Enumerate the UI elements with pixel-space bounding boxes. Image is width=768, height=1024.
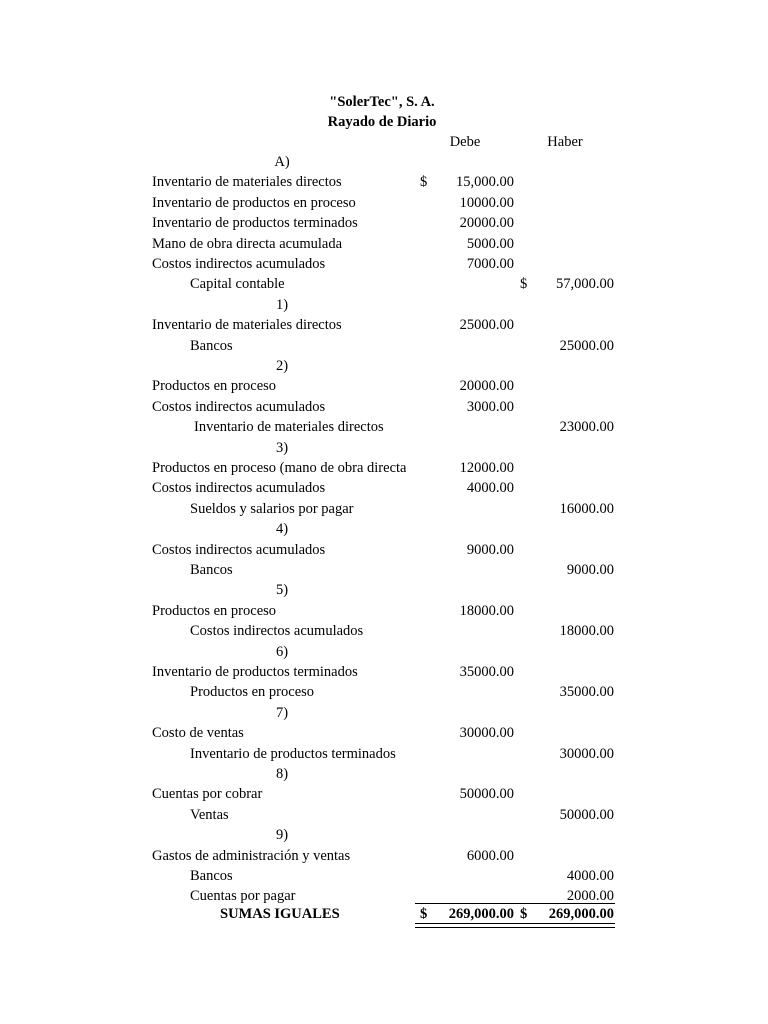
totals-debe [420,904,514,924]
haber-amount-value: 2000.00 [566,888,614,904]
debit-account-name: Costos indirectos acumulados [152,542,326,558]
debe-amount-value: 15,000.00 [456,174,514,190]
credit-account-name: Bancos [190,338,233,354]
debit-account-name: Costos indirectos acumulados [152,480,326,496]
debit-account-name: Productos en proceso (mano de obra directa [152,460,407,476]
entry-marker: 3) [275,440,289,456]
entry-marker: 5) [275,582,289,598]
debe-amount-value: 12000.00 [459,460,514,476]
debe-amount [420,784,514,804]
debe-amount [420,846,514,866]
debe-amount [420,478,514,498]
credit-account-name: Productos en proceso [190,684,315,700]
credit-account-name: Inventario de productos terminados [190,746,396,762]
debe-amount [420,397,514,417]
debit-account-name: Inventario de materiales directos [152,174,342,190]
haber-amount-value: 4000.00 [566,868,614,884]
debit-account-name: Inventario de productos terminados [152,215,358,231]
debit-account-name: Cuentas por cobrar [152,786,263,802]
debe-amount-value: 9000.00 [466,542,514,558]
debit-account-name: Costo de ventas [152,725,244,741]
debe-amount [420,723,514,743]
totals-double-rule [415,923,615,928]
haber-amount [520,560,614,580]
haber-amount-value: 25000.00 [559,338,614,354]
debe-amount [420,458,514,478]
entry-marker: A) [274,154,290,170]
currency-symbol: $ [420,906,428,922]
totals-top-rule [415,903,615,904]
credit-account-name: Ventas [190,807,229,823]
debe-amount-value: 6000.00 [466,848,514,864]
haber-amount [520,682,614,702]
haber-amount [520,336,614,356]
totals-haber [520,904,614,924]
credit-account-name: Capital contable [190,276,285,292]
debe-amount-value: 18000.00 [459,603,514,619]
haber-amount-value: 30000.00 [559,746,614,762]
debe-amount-value: 7000.00 [466,256,514,272]
haber-amount [520,274,614,294]
haber-amount-value: 50000.00 [559,807,614,823]
entry-marker: 6) [275,644,289,660]
debe-amount [420,254,514,274]
haber-amount-value: 35000.00 [559,684,614,700]
debit-account-name: Costos indirectos acumulados [152,399,326,415]
debe-amount-value: 25000.00 [459,317,514,333]
debe-amount [420,662,514,682]
debit-account-name: Inventario de productos terminados [152,664,358,680]
debe-amount [420,315,514,335]
haber-amount-value: 18000.00 [559,623,614,639]
currency-symbol: $ [520,906,528,922]
debe-amount-value: 5000.00 [466,236,514,252]
debe-amount-value: 20000.00 [459,378,514,394]
entry-marker: 2) [275,358,289,374]
debe-amount [420,376,514,396]
column-header-debe: Debe [449,134,481,150]
credit-account-name: Inventario de materiales directos [194,419,384,435]
debe-amount-value: 4000.00 [466,480,514,496]
debit-account-name: Productos en proceso [152,378,277,394]
column-header-haber: Haber [547,134,583,150]
haber-amount-value: 57,000.00 [556,276,614,292]
credit-account-name: Bancos [190,562,233,578]
totals-haber-value: 269,000.00 [548,906,614,922]
debe-amount-value: 50000.00 [459,786,514,802]
entry-marker: 8) [275,766,289,782]
debit-account-name: Gastos de administración y ventas [152,848,351,864]
credit-account-name: Bancos [190,868,233,884]
debit-account-name: Mano de obra directa acumulada [152,236,343,252]
haber-amount [520,499,614,519]
entry-marker: 9) [275,827,289,843]
currency-symbol: $ [520,276,528,292]
debe-amount [420,193,514,213]
debe-amount-value: 10000.00 [459,195,514,211]
haber-amount [520,744,614,764]
debe-amount [420,601,514,621]
haber-amount [520,805,614,825]
debe-amount [420,172,514,192]
totals-label: SUMAS IGUALES [220,906,340,922]
entry-marker: 7) [275,705,289,721]
debit-account-name: Inventario de productos en proceso [152,195,356,211]
debe-amount-value: 3000.00 [466,399,514,415]
company-name: "SolerTec", S. A. [329,94,435,110]
haber-amount-value: 9000.00 [566,562,614,578]
debe-amount [420,213,514,233]
debe-amount-value: 35000.00 [459,664,514,680]
debe-amount-value: 20000.00 [459,215,514,231]
haber-amount [520,417,614,437]
debit-account-name: Inventario de materiales directos [152,317,342,333]
debe-amount-value: 30000.00 [459,725,514,741]
entry-marker: 1) [275,297,289,313]
haber-amount-value: 16000.00 [559,501,614,517]
entry-marker: 4) [275,521,289,537]
debe-amount [420,540,514,560]
currency-symbol: $ [420,174,428,190]
totals-debe-value: 269,000.00 [448,906,514,922]
debe-amount [420,234,514,254]
debit-account-name: Costos indirectos acumulados [152,256,326,272]
haber-amount [520,866,614,886]
document-title: Rayado de Diario [327,114,437,130]
credit-account-name: Cuentas por pagar [190,888,296,904]
haber-amount [520,621,614,641]
credit-account-name: Sueldos y salarios por pagar [190,501,354,517]
debit-account-name: Productos en proceso [152,603,277,619]
credit-account-name: Costos indirectos acumulados [190,623,364,639]
haber-amount-value: 23000.00 [559,419,614,435]
